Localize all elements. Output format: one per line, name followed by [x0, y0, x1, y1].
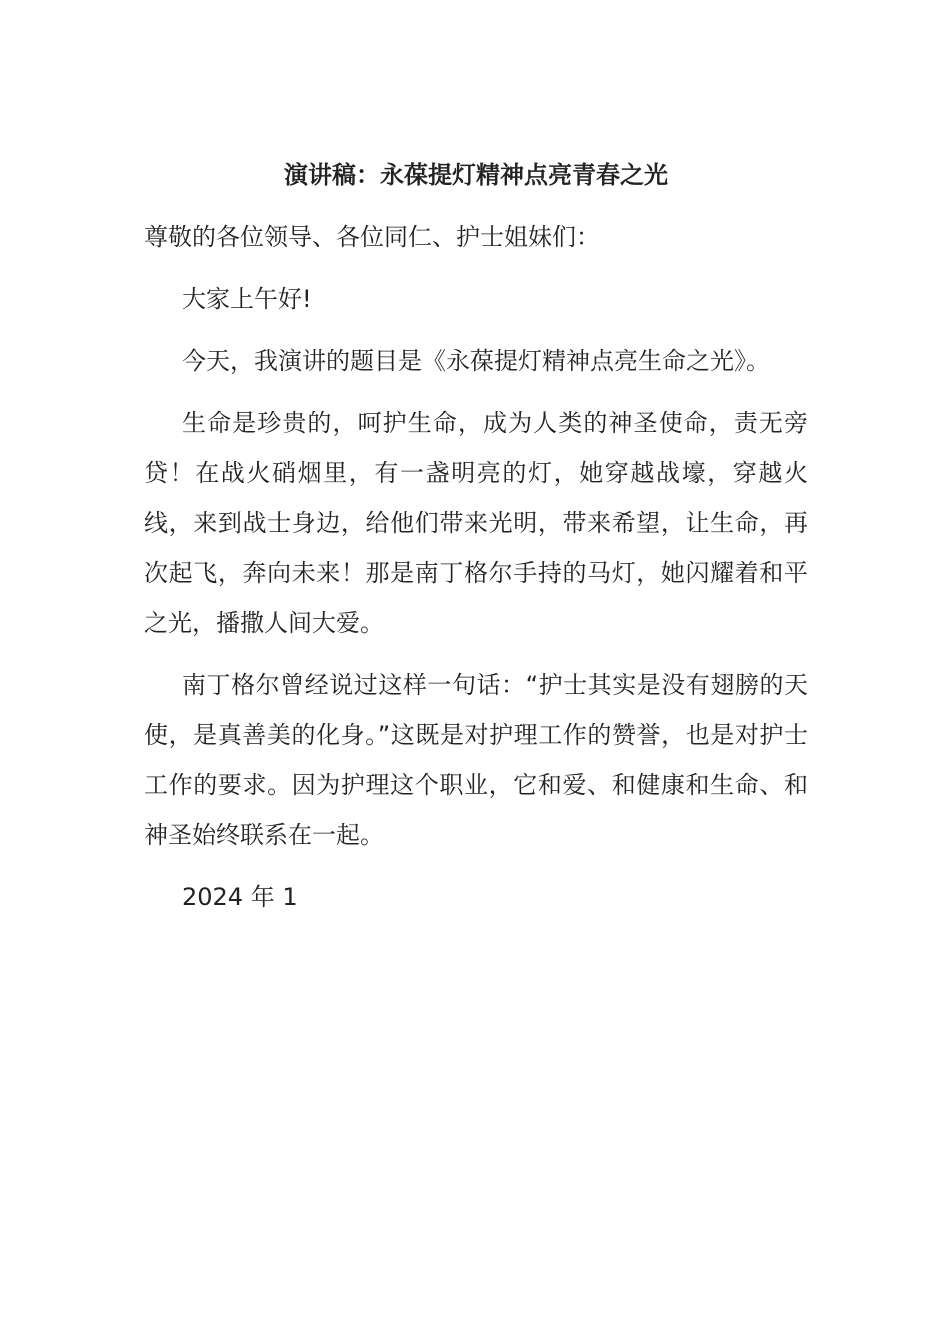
- paragraph-date: 2024 年 1: [182, 883, 298, 911]
- document-title: 演讲稿：永葆提灯精神点亮青春之光: [284, 161, 668, 189]
- paragraph-greeting: 大家上午好!: [182, 285, 312, 313]
- paragraph-nightingale-quote: 南丁格尔曾经说过这样一句话：“护士其实是没有翅膀的天使，是真善美的化身。”这既是对护理工作的赞誉，也是对护士工作的要求。因为护理这个职业，它和爱、和健康和生命、和神圣始终联系在一起。: [144, 671, 808, 849]
- salutation: 尊敬的各位领导、各位同仁、护士姐妹们：: [144, 223, 600, 251]
- paragraph-life: 生命是珍贵的，呵护生命，成为人类的神圣使命，责无旁贷！在战火硝烟里，有一盏明亮的灯，她穿越战壕，穿越火线，来到战士身边，给他们带来光明，带来希望，让生命，再次起飞，奔向未来！那是南丁格尔手持的马灯，她闪耀着和平之光，播撒人间大爱。: [144, 409, 808, 637]
- paragraph-topic: 今天，我演讲的题目是《永葆提灯精神点亮生命之光》。: [182, 347, 770, 375]
- document-body: [144, 150, 808, 934]
